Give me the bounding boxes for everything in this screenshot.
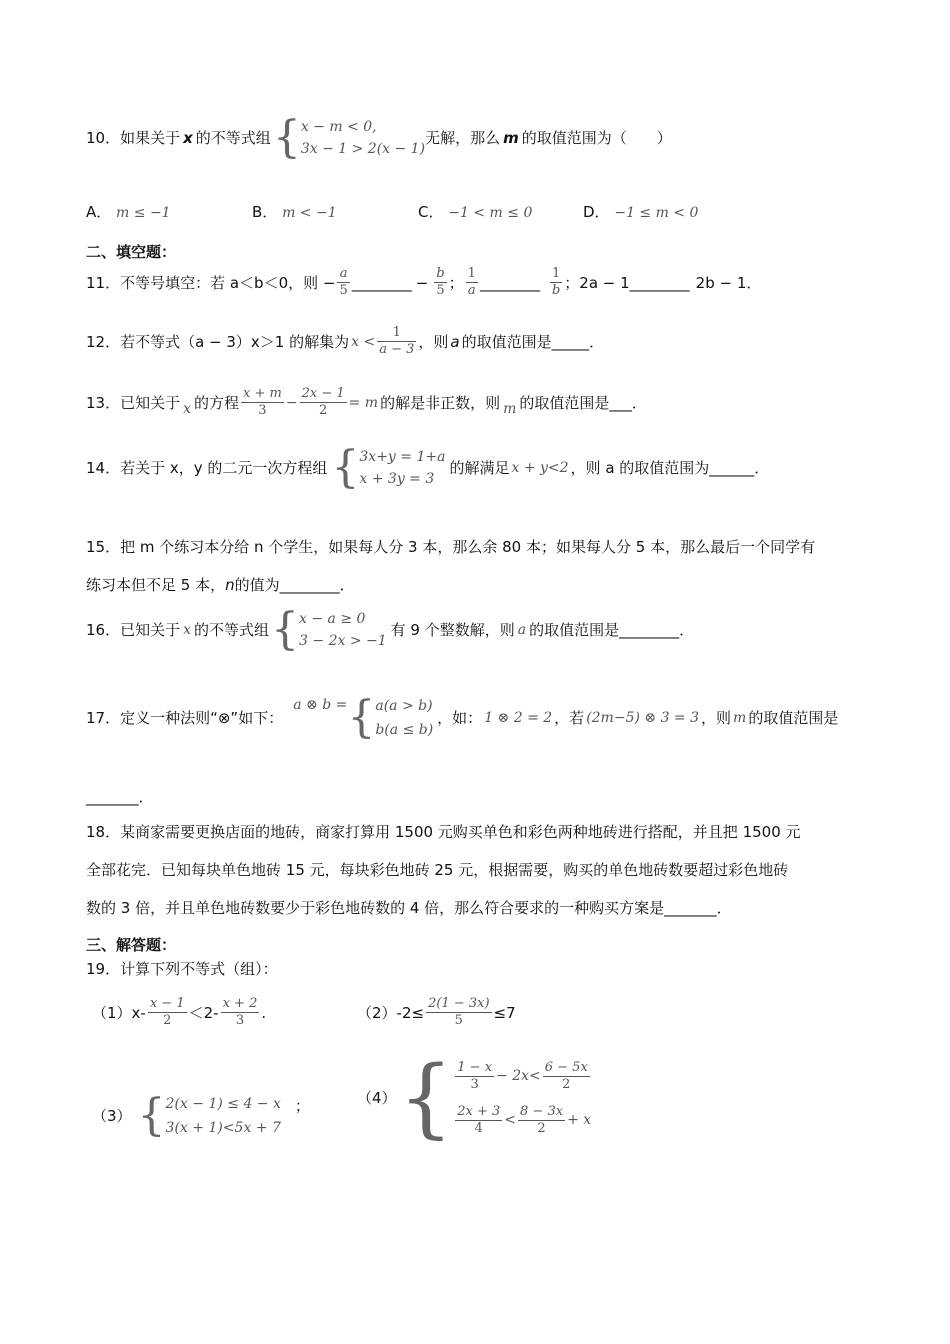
system-line-1: x − a ≥ 0 [299, 611, 366, 627]
option-expr: −1 < m ≤ 0 [448, 205, 533, 221]
blank[interactable]: ________ [351, 273, 412, 292]
question-18-line-3 [86, 898, 732, 918]
question-11 [86, 266, 761, 299]
operator: < [504, 1112, 517, 1128]
option-c[interactable] [418, 202, 532, 223]
fraction-x-minus-1-over-2: $\frac{x - 1}{2}$ [149, 996, 185, 1028]
variable-x: x [183, 400, 192, 417]
question-number: 17． [86, 709, 121, 727]
left-brace: { [137, 1090, 166, 1141]
part-label: （4） [357, 1089, 397, 1107]
question-text: 的取值范围是 [748, 709, 839, 727]
question-12 [86, 325, 604, 358]
option-expr: m < −1 [282, 205, 337, 221]
question-16 [86, 604, 695, 655]
question-13 [86, 386, 647, 419]
question-text: ；2a − 1 [564, 273, 630, 292]
fraction-2x-minus-1-over-2: $\frac{2x - 1}{2}$ [301, 386, 345, 418]
operator: + x [567, 1112, 592, 1128]
blank[interactable]: ________ [479, 273, 540, 292]
blank[interactable]: _______ [86, 788, 139, 806]
question-17-blank-line [86, 787, 154, 807]
fraction-1-over-b: $\frac{1}{b}$ [551, 266, 561, 298]
variable-a: a [517, 622, 527, 638]
fraction-6-minus-5x-over-2: $\frac{6 - 5x}{2}$ [544, 1059, 588, 1092]
question-text: ，则 a 的取值范围为 [570, 459, 710, 477]
fraction-1-over-a-minus-3: $\frac{1}{a - 3}$ [379, 325, 415, 357]
fraction-2-1-minus-3x-over-5: $\frac{2(1 - 3x)}{5}$ [428, 996, 490, 1028]
question-text: 的不等式组 [194, 621, 270, 639]
question-text: 2b − 1． [695, 273, 762, 292]
blank[interactable]: ________ [629, 273, 690, 292]
question-text: 定义一种法则“⊗”如下： [120, 709, 284, 727]
question-text: 无解，那么 [425, 129, 501, 147]
option-label: B． [252, 203, 278, 221]
question-text: 若关于 x，y 的二元一次方程组 [120, 459, 328, 477]
question-number: 12． [86, 332, 121, 351]
fraction-x-plus-m-over-3: $\frac{x + m}{3}$ [243, 386, 282, 418]
system-line-2: x + 3y = 3 [359, 471, 435, 487]
question-end: ． [589, 332, 605, 351]
part-3 [92, 1092, 310, 1140]
example-expr: 1 ⊗ 2 = 2 [484, 710, 553, 726]
condition-expr: (2m−5) ⊗ 3 = 3 [586, 710, 700, 726]
left-brace: { [271, 604, 300, 655]
question-text: 计算下列不等式（组）： [120, 960, 278, 978]
fraction-2x-plus-3-over-4: $\frac{2x + 3}{4}$ [457, 1103, 501, 1136]
question-19 [86, 959, 278, 979]
option-d[interactable] [583, 202, 698, 223]
blank[interactable]: ________ [619, 621, 680, 639]
blank[interactable]: ______ [709, 459, 755, 477]
question-text: 的取值范围是 [461, 332, 552, 351]
question-text: 已知关于 [120, 621, 181, 639]
condition-expr: x + y<2 [511, 460, 569, 476]
inequality-system [453, 1054, 592, 1142]
question-18 [86, 822, 801, 842]
question-text: 不等号填空：若 a＜b＜0，则 − [120, 273, 336, 292]
section-heading-solve: 三、解答题： [86, 936, 177, 954]
question-number: 15． [86, 538, 121, 556]
question-text: 的值为 [234, 576, 280, 594]
question-text: 的不等式组 [195, 129, 271, 147]
question-text: ，则 [418, 332, 449, 351]
question-text: 如果关于 [120, 129, 181, 147]
part-text: ＜2- [188, 1003, 219, 1022]
question-text: 的解是非正数，则 [380, 393, 501, 412]
separator: ； [448, 273, 464, 292]
question-text: 的方程 [194, 393, 240, 412]
fraction-a-over-5: $\frac{a}{5}$ [339, 266, 348, 298]
variable-m: m [503, 129, 519, 147]
solution-set-expr: x < [351, 333, 376, 350]
left-brace: { [272, 112, 301, 163]
part-end: ； [294, 1097, 310, 1115]
question-15 [86, 537, 815, 557]
part-label: （3） [92, 1107, 132, 1125]
section-heading-fill-in: 二、填空题： [86, 243, 177, 261]
question-number: 14． [86, 459, 121, 477]
part-2 [357, 996, 516, 1029]
variable-a: a [450, 332, 460, 351]
question-number: 13． [86, 393, 121, 412]
system-line-2: 3(x + 1)<5x + 7 [165, 1120, 281, 1136]
question-number: 16． [86, 621, 121, 639]
case-definition [375, 694, 433, 742]
question-text: 有 9 个整数解，则 [390, 621, 515, 639]
part-label: （2）-2≤ [357, 1003, 425, 1022]
question-text: 若不等式（a − 3）x＞1 的解集为 [120, 332, 350, 351]
question-text: 的取值范围是 [529, 621, 620, 639]
fraction-1-minus-x-over-3: $\frac{1 - x}{3}$ [457, 1059, 493, 1092]
equation-system [359, 446, 445, 490]
question-number: 19． [86, 960, 121, 978]
question-text: ，若 [554, 709, 585, 727]
system-line-2: 3 − 2x > −1 [299, 633, 387, 649]
fraction-x-plus-2-over-3: $\frac{x + 2}{3}$ [222, 996, 258, 1028]
left-brace: { [398, 1048, 454, 1148]
part-label: （1）x- [92, 1003, 146, 1022]
system-line-2: 3x − 1 > 2(x − 1) [300, 141, 426, 157]
part-end: ≤7 [493, 1003, 516, 1022]
part-end: . [261, 1003, 267, 1022]
question-number: 10． [86, 129, 121, 147]
system-line-1: 3x+y = 1+a [359, 449, 446, 465]
operator: − 2x< [496, 1068, 541, 1084]
variable-x: x [183, 129, 193, 147]
case-1: a(a > b) [375, 698, 433, 714]
blank[interactable]: _____ [551, 332, 590, 351]
blank[interactable]: _______ [664, 899, 717, 917]
question-text: ，如： [437, 709, 483, 727]
blank[interactable]: ________ [279, 576, 340, 594]
question-14 [86, 442, 770, 493]
question-text: ，则 [701, 709, 732, 727]
question-end: ． [679, 621, 695, 639]
variable-m: m [503, 400, 517, 417]
fraction-1-over-a: $\frac{1}{a}$ [467, 266, 476, 298]
inequality-system [299, 608, 387, 652]
option-b[interactable] [252, 202, 337, 223]
system-line-1 [453, 1054, 592, 1098]
inequality-system [166, 1092, 281, 1140]
question-text: 已知关于 [120, 393, 181, 412]
operator-definition: a ⊗ b = [293, 697, 348, 713]
question-text: 的取值范围为（ ） [521, 129, 672, 147]
fraction-8-minus-3x-over-2: $\frac{8 - 3x}{2}$ [520, 1103, 564, 1136]
system-line-1: x − m < 0, [300, 119, 377, 135]
question-15-line-2 [86, 575, 355, 595]
question-number: 18． [86, 823, 121, 841]
question-text: 数的 3 倍，并且单色地砖数要少于彩色地砖数的 4 倍，那么符合要求的一种购买方案是 [86, 899, 665, 917]
question-end: ． [339, 576, 355, 594]
left-brace: { [347, 692, 376, 743]
question-end: ． [138, 788, 154, 806]
question-text: 的取值范围是 [519, 393, 610, 412]
option-label: D． [583, 203, 610, 221]
question-end: ． [754, 459, 770, 477]
option-expr: −1 ≤ m < 0 [614, 205, 699, 221]
question-end: ． [631, 393, 647, 412]
minus-sign: − [285, 394, 298, 411]
part-4 [357, 1048, 592, 1148]
option-expr: m ≤ −1 [116, 205, 171, 221]
system-line-2 [453, 1098, 592, 1142]
option-a[interactable] [86, 202, 171, 223]
question-17 [86, 694, 838, 742]
variable-n: n [225, 576, 235, 594]
question-text: 把 m 个练习本分给 n 个学生，如果每人分 3 本，那么余 80 本；如果每人分 5 本，那么最后一个同学有 [120, 538, 816, 556]
question-text: 某商家需要更换店面的地砖，商家打算用 1500 元购买单色和彩色两种地砖进行搭配，并且把 1500 元 [120, 823, 801, 841]
question-10 [86, 112, 672, 163]
blank[interactable]: ___ [609, 393, 632, 412]
option-label: A． [86, 203, 112, 221]
equals-m: = m [348, 394, 379, 411]
variable-x: x [183, 622, 192, 638]
case-2: b(a ≤ b) [375, 722, 434, 738]
system-line-1: 2(x − 1) ≤ 4 − x [165, 1096, 281, 1112]
option-label: C． [418, 203, 444, 221]
minus-sign: − [415, 273, 429, 292]
fraction-b-over-5: $\frac{b}{5}$ [436, 266, 445, 298]
variable-m: m [733, 710, 747, 726]
question-18-line-2: 全部花完．已知每块单色地砖 15 元，每块彩色地砖 25 元，根据需要，购买的单色地砖数要超过彩色地砖 [86, 861, 789, 879]
inequality-system [301, 116, 425, 160]
question-end: ． [716, 899, 732, 917]
left-brace: { [331, 442, 360, 493]
question-text: 的解满足 [449, 459, 510, 477]
part-1 [92, 996, 266, 1029]
question-number: 11． [86, 273, 121, 292]
question-text: 练习本但不足 5 本， [86, 576, 226, 594]
